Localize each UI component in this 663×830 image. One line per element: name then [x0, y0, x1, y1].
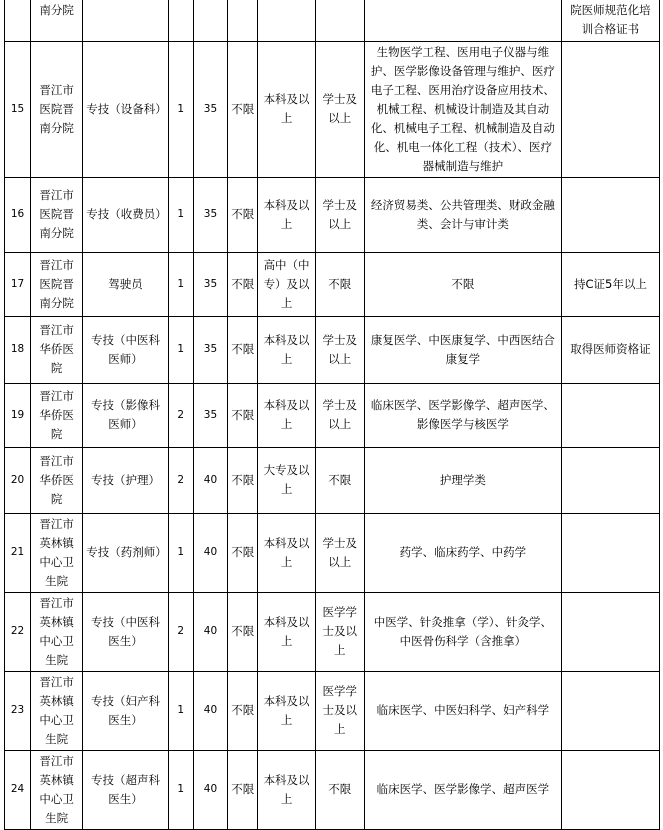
cell-limit: 不限	[228, 252, 258, 316]
cell-other: 院医师规范化培训合格证书	[561, 0, 659, 41]
cell-education: 本科及以上	[258, 513, 315, 592]
cell-major: 经济贸易类、公共管理类、财政金融类、会计与审计类	[364, 177, 561, 252]
cell-other: 取得医师资格证	[561, 316, 659, 383]
recruitment-table	[4, 0, 660, 830]
cell-education: 本科及以上	[258, 750, 315, 829]
cell-major: 临床医学、医学影像学、超声医学	[364, 750, 561, 829]
cell-degree: 学士及以上	[315, 41, 364, 177]
cell-count: 2	[168, 592, 193, 671]
cell-post: 专技（妇产科医生）	[83, 671, 169, 750]
table-row-continued	[5, 0, 660, 41]
cell-count: 1	[168, 750, 193, 829]
cell-post: 专技（护理）	[83, 447, 169, 513]
cell-major: 不限	[364, 252, 561, 316]
cell-education: 本科及以上	[258, 383, 315, 447]
cell-post: 驾驶员	[83, 252, 169, 316]
cell-age: 40	[193, 592, 227, 671]
cell-degree: 医学学士及以上	[315, 671, 364, 750]
cell-education: 大专及以上	[258, 447, 315, 513]
cell-age: 35	[193, 177, 227, 252]
cell-id: 23	[5, 671, 31, 750]
cell-age	[193, 0, 227, 41]
cell-other	[561, 177, 659, 252]
table-row	[5, 177, 660, 252]
table-row	[5, 252, 660, 316]
cell-id: 19	[5, 383, 31, 447]
cell-degree: 不限	[315, 252, 364, 316]
cell-limit: 不限	[228, 383, 258, 447]
cell-unit: 晋江市华侨医院	[31, 383, 83, 447]
cell-id: 20	[5, 447, 31, 513]
cell-unit: 晋江市医院晋南分院	[31, 177, 83, 252]
cell-id: 21	[5, 513, 31, 592]
cell-id: 24	[5, 750, 31, 829]
cell-count: 2	[168, 383, 193, 447]
cell-education: 本科及以上	[258, 671, 315, 750]
cell-other	[561, 750, 659, 829]
cell-major: 药学、临床药学、中药学	[364, 513, 561, 592]
cell-education: 本科及以上	[258, 177, 315, 252]
table-row	[5, 513, 660, 592]
cell-other	[561, 671, 659, 750]
cell-major: 康复医学、中医康复学、中西医结合康复学	[364, 316, 561, 383]
cell-post: 专技（中医科医生）	[83, 592, 169, 671]
cell-unit: 晋江市医院晋南分院	[31, 41, 83, 177]
table-row	[5, 750, 660, 829]
cell-unit: 晋江市医院晋南分院	[31, 252, 83, 316]
cell-major: 生物医学工程、医用电子仪器与维护、医学影像设备管理与维护、医疗电子工程、医用治疗设备应用技术、机械工程、机械设计制造及其自动化、机械电子工程、机械制造及自动化、机电一体化工程（技术）、医疗器械制造与维护	[364, 41, 561, 177]
cell-limit	[228, 0, 258, 41]
cell-id: 18	[5, 316, 31, 383]
cell-degree: 学士及以上	[315, 177, 364, 252]
cell-age: 35	[193, 41, 227, 177]
cell-age: 40	[193, 750, 227, 829]
cell-other	[561, 592, 659, 671]
cell-degree	[315, 0, 364, 41]
cell-id	[5, 0, 31, 41]
cell-post: 专技（中医科医师）	[83, 316, 169, 383]
cell-post: 专技（设备科）	[83, 41, 169, 177]
cell-id: 17	[5, 252, 31, 316]
cell-other	[561, 513, 659, 592]
cell-degree: 医学学士及以上	[315, 592, 364, 671]
cell-age: 35	[193, 316, 227, 383]
cell-major: 中医学、针灸推拿（学）、针灸学、中医骨伤科学（含推拿）	[364, 592, 561, 671]
cell-limit: 不限	[228, 592, 258, 671]
table-row	[5, 671, 660, 750]
cell-unit: 晋江市英林镇中心卫生院	[31, 592, 83, 671]
cell-other	[561, 383, 659, 447]
cell-other	[561, 447, 659, 513]
cell-post	[83, 0, 169, 41]
cell-unit: 晋江市英林镇中心卫生院	[31, 750, 83, 829]
cell-post: 专技（影像科医师）	[83, 383, 169, 447]
cell-unit: 南分院	[31, 0, 83, 41]
table-row	[5, 41, 660, 177]
cell-post: 专技（药剂师）	[83, 513, 169, 592]
cell-post: 专技（收费员）	[83, 177, 169, 252]
table-row	[5, 316, 660, 383]
cell-limit: 不限	[228, 41, 258, 177]
cell-age: 35	[193, 383, 227, 447]
cell-age: 40	[193, 671, 227, 750]
cell-limit: 不限	[228, 177, 258, 252]
cell-unit: 晋江市华侨医院	[31, 316, 83, 383]
cell-age: 40	[193, 513, 227, 592]
cell-education: 本科及以上	[258, 316, 315, 383]
cell-count	[168, 0, 193, 41]
cell-count: 1	[168, 252, 193, 316]
cell-count: 1	[168, 177, 193, 252]
cell-degree: 学士及以上	[315, 316, 364, 383]
cell-post: 专技（超声科医生）	[83, 750, 169, 829]
cell-count: 2	[168, 447, 193, 513]
cell-education: 本科及以上	[258, 41, 315, 177]
cell-degree: 不限	[315, 447, 364, 513]
cell-education: 高中（中专）及以上	[258, 252, 315, 316]
cell-age: 35	[193, 252, 227, 316]
cell-limit: 不限	[228, 316, 258, 383]
cell-education	[258, 0, 315, 41]
cell-limit: 不限	[228, 750, 258, 829]
cell-limit: 不限	[228, 671, 258, 750]
cell-id: 16	[5, 177, 31, 252]
cell-unit: 晋江市华侨医院	[31, 447, 83, 513]
cell-count: 1	[168, 513, 193, 592]
cell-limit: 不限	[228, 447, 258, 513]
cell-count: 1	[168, 316, 193, 383]
cell-education: 本科及以上	[258, 592, 315, 671]
cell-degree: 不限	[315, 750, 364, 829]
cell-major: 临床医学、医学影像学、超声医学、影像医学与核医学	[364, 383, 561, 447]
cell-age: 40	[193, 447, 227, 513]
cell-degree: 学士及以上	[315, 383, 364, 447]
cell-count: 1	[168, 671, 193, 750]
cell-id: 22	[5, 592, 31, 671]
cell-unit: 晋江市英林镇中心卫生院	[31, 671, 83, 750]
cell-limit: 不限	[228, 513, 258, 592]
table-row	[5, 383, 660, 447]
cell-major: 护理学类	[364, 447, 561, 513]
cell-id: 15	[5, 41, 31, 177]
cell-major	[364, 0, 561, 41]
table-body	[5, 0, 660, 829]
cell-count: 1	[168, 41, 193, 177]
cell-other	[561, 41, 659, 177]
cell-major: 临床医学、中医妇科学、妇产科学	[364, 671, 561, 750]
table-row	[5, 592, 660, 671]
cell-degree: 学士及以上	[315, 513, 364, 592]
cell-unit: 晋江市英林镇中心卫生院	[31, 513, 83, 592]
table-row	[5, 447, 660, 513]
cell-other: 持C证5年以上	[561, 252, 659, 316]
